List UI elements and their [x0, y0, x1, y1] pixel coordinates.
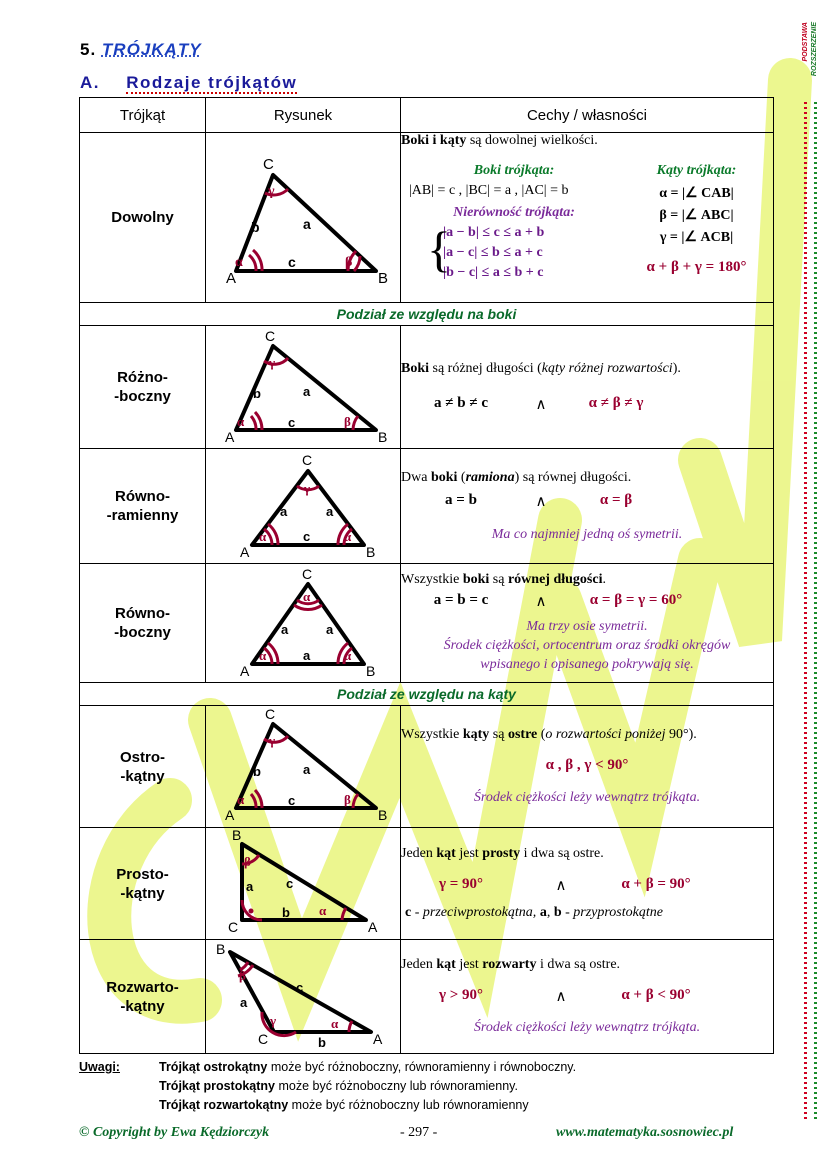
- angles-title: Kąty trójkąta:: [656, 163, 737, 178]
- subsection-title: Rodzaje trójkątów: [126, 73, 298, 92]
- vertex-a: A: [225, 429, 235, 445]
- angle-alpha-left: α: [259, 648, 267, 663]
- t1i: o rozwartości poniżej: [545, 727, 666, 742]
- angle-gamma: γ: [269, 355, 276, 370]
- side-a: a: [303, 384, 311, 399]
- formula-sides: a ≠ b ≠ c: [434, 394, 488, 411]
- t1d: ) są równej długości.: [514, 469, 632, 485]
- note-3-text: może być różnoboczny lub równoramienny: [288, 1098, 529, 1112]
- side-c: c: [286, 876, 294, 891]
- side-b: b: [251, 219, 260, 235]
- notes-label: Uwagi:: [79, 1060, 120, 1074]
- row-name-ostrokatny: [80, 706, 206, 828]
- vertex-c: C: [302, 452, 313, 468]
- and-symbol: ∧: [555, 989, 567, 1005]
- band-angles-row: [80, 683, 774, 706]
- name-line-2: -boczny: [114, 624, 171, 641]
- triangle-figure-right: [206, 828, 401, 939]
- side-a: a: [246, 879, 254, 894]
- properties-rozwartokatny: [401, 940, 774, 1054]
- t1b: kąt: [436, 957, 456, 972]
- angle-beta: β: [244, 854, 251, 869]
- side-a-left: a: [280, 504, 288, 519]
- note-1-text: może być różnoboczny, równoramienny i równoboczny.: [267, 1060, 577, 1074]
- t1f: 90°).: [665, 727, 697, 742]
- n-a: a: [539, 905, 547, 920]
- angle-alpha: α: [331, 1016, 339, 1031]
- t1d: prosty: [482, 846, 521, 861]
- name-line-2: -kątny: [120, 884, 165, 902]
- note-symmetry: Ma co najmniej jedną oś symetrii.: [491, 526, 683, 542]
- properties-ostrokatny: [401, 706, 774, 828]
- footer-website[interactable]: www.matematyka.sosnowiec.pl: [556, 1125, 734, 1140]
- col-header-properties: Cechy / własności: [401, 98, 774, 133]
- drawing-roznoboczny: [206, 326, 401, 449]
- formula-sides: a = b = c: [433, 592, 489, 608]
- subsection-letter: A.: [80, 73, 100, 92]
- t1: Jeden: [401, 957, 437, 972]
- t1: Jeden: [401, 846, 437, 861]
- triangle-figure-obtuse: [206, 940, 401, 1053]
- t1e: i dwa są ostre.: [520, 846, 604, 861]
- formula-angles: α , β , γ < 90°: [545, 757, 629, 773]
- intro-rest: są dowolnej wielkości.: [466, 133, 598, 148]
- note-line-2: [159, 1077, 679, 1096]
- angle-def-beta: β = |∠ ABC|: [659, 208, 734, 223]
- t1c: jest: [455, 846, 483, 861]
- name-line-1: Równo-: [115, 488, 170, 505]
- t1: Wszystkie: [401, 572, 463, 587]
- section-heading: [80, 40, 202, 60]
- vertex-c: C: [265, 328, 276, 344]
- footer-copyright: © Copyright by Ewa Kędziorczyk: [79, 1125, 270, 1140]
- n-1: - przeciwprostokątna,: [411, 905, 540, 920]
- row-rownoramienny: [80, 449, 774, 564]
- drawing-prostokatny: [206, 828, 401, 940]
- angle-gamma: γ: [304, 481, 311, 496]
- name-line-2: -ramienny: [106, 507, 179, 524]
- t1c: (: [457, 469, 466, 485]
- t1e: (: [537, 727, 546, 742]
- col-header-triangle: Trójkąt: [80, 98, 206, 133]
- vertex-b: B: [366, 544, 376, 560]
- t1: Dwa: [401, 469, 431, 485]
- n-2: ,: [546, 905, 554, 920]
- vertex-a: A: [225, 807, 235, 823]
- row-name-roznoboczny: [80, 326, 206, 449]
- row-name-dowolny: Dowolny: [80, 133, 206, 303]
- ineq-title: Nierówność trójkąta:: [453, 205, 575, 220]
- vertex-b: B: [378, 807, 388, 823]
- properties-rownoramienny: [401, 449, 774, 564]
- name-line-2: -kątny: [120, 767, 165, 785]
- properties-rownoboczny: [401, 564, 774, 683]
- t1d: rozwarty: [482, 957, 537, 972]
- row-name-rownoramienny: [80, 449, 206, 564]
- t1d: ostre: [507, 727, 538, 742]
- t-rest: są różnej długości (: [429, 360, 542, 376]
- properties-roznoboczny: [401, 326, 774, 449]
- n-b: b: [553, 905, 562, 920]
- angle-beta: β: [239, 968, 246, 983]
- side-b: b: [318, 1035, 326, 1050]
- formula-angles: α ≠ β ≠ γ: [588, 394, 644, 411]
- vertex-b: B: [378, 270, 389, 287]
- angle-alpha: α: [237, 414, 245, 429]
- angle-gamma: γ: [268, 184, 275, 199]
- ineq-1: |a − b| ≤ c ≤ a + b: [443, 225, 545, 240]
- angle-alpha-left: α: [259, 529, 267, 544]
- row-name-rozwartokatny: [80, 940, 206, 1054]
- name-line-2: -boczny: [114, 388, 171, 405]
- intro-bold: Boki i kąty: [401, 133, 467, 148]
- vertex-c: C: [265, 706, 276, 722]
- side-c: c: [296, 980, 304, 995]
- t1c: są: [489, 572, 508, 587]
- vertex-c: C: [302, 566, 313, 582]
- note-centroid: Środek ciężkości leży wewnątrz trójkąta.: [473, 1020, 701, 1035]
- side-a-left: a: [281, 622, 289, 637]
- angle-alpha: α: [235, 255, 243, 270]
- formula-angles: α = β: [599, 491, 633, 508]
- drawing-rozwartokatny: [206, 940, 401, 1054]
- t1e: i dwa są ostre.: [536, 957, 621, 972]
- row-rozwartokatny: [80, 940, 774, 1054]
- side-a-base: a: [303, 648, 311, 663]
- level-dots-extended: [814, 102, 817, 1122]
- side-c: c: [303, 529, 311, 544]
- side-a: a: [240, 995, 248, 1010]
- level-label-extended: ROZSZERZENIE: [811, 22, 818, 77]
- and-symbol: ∧: [535, 594, 547, 610]
- name-line-2: -kątny: [120, 997, 165, 1015]
- t1b: boki: [430, 469, 458, 485]
- side-level-labels: [800, 22, 826, 1102]
- angle-sum: α + β + γ = 180°: [646, 259, 747, 275]
- t-bold: Boki: [401, 360, 430, 376]
- name-line-1: Rozwarto-: [106, 978, 179, 996]
- note-centers-2: wpisanego i opisanego pokrywają się.: [480, 657, 694, 672]
- side-b: b: [253, 386, 261, 401]
- section-title: TRÓJKĄTY: [101, 40, 202, 59]
- n-3: - przyprostokątne: [561, 905, 663, 920]
- triangle-figure-isosceles: [206, 449, 401, 563]
- row-roznoboczny: [80, 326, 774, 449]
- vertex-c: C: [228, 919, 239, 935]
- formula-acute-sum: α + β < 90°: [621, 987, 691, 1003]
- side-a: a: [303, 216, 311, 232]
- and-symbol: ∧: [535, 396, 547, 413]
- and-symbol: ∧: [535, 493, 547, 510]
- t1b: kąt: [436, 846, 456, 861]
- side-b: b: [253, 764, 261, 779]
- subsection-heading: [80, 73, 297, 93]
- table-header-row: [80, 98, 774, 133]
- band-sides: Podział ze względu na boki: [80, 303, 774, 326]
- formula-sides: a = b: [445, 491, 477, 508]
- note-1-bold: Trójkąt ostrokątny: [159, 1060, 268, 1074]
- t1b: boki: [462, 572, 490, 587]
- vertex-b: B: [378, 429, 388, 445]
- triangle-figure-equilateral: [206, 564, 401, 682]
- side-a: a: [303, 762, 311, 777]
- t1c: są: [489, 727, 508, 742]
- formula-acute-sum: α + β = 90°: [621, 876, 691, 892]
- brace-icon: {: [427, 221, 451, 277]
- angle-alpha-right: α: [344, 529, 352, 544]
- angle-alpha-right: α: [344, 648, 352, 663]
- row-name-prostokatny: [80, 828, 206, 940]
- properties-prostokatny: [401, 828, 774, 940]
- angle-alpha: α: [237, 792, 245, 807]
- note-2-text: może być różnoboczny lub równoramienny.: [275, 1079, 518, 1093]
- t1e: .: [602, 572, 606, 587]
- triangle-figure-acute: [206, 706, 401, 827]
- angle-def-gamma: γ = |∠ ACB|: [659, 230, 734, 245]
- note-centers-1: Środek ciężkości, ortocentrum oraz środki okręgów: [443, 638, 731, 653]
- vertex-b: B: [232, 828, 242, 843]
- sides-equation: |AB| = c , |BC| = a , |AC| = b: [409, 183, 569, 198]
- t1c: jest: [455, 957, 483, 972]
- side-c: c: [288, 793, 296, 808]
- note-3-bold: Trójkąt rozwartokątny: [159, 1098, 289, 1112]
- ineq-3: |b − c| ≤ a ≤ b + c: [443, 265, 544, 280]
- angle-gamma: γ: [270, 1013, 277, 1028]
- note-centroid: Środek ciężkości leży wewnątrz trójkąta.: [473, 790, 701, 805]
- note-line-3: [159, 1096, 679, 1115]
- vertex-a: A: [368, 919, 378, 935]
- name-line-1: Prosto-: [116, 865, 169, 883]
- note-2-bold: Trójkąt prostokątny: [159, 1079, 275, 1093]
- col-header-drawing: Rysunek: [206, 98, 401, 133]
- side-a-right: a: [326, 504, 334, 519]
- t1: Wszystkie: [401, 727, 463, 742]
- n-c: c: [405, 905, 412, 920]
- vertex-b: B: [366, 663, 376, 679]
- level-dots-basic: [804, 102, 807, 1122]
- vertex-a: A: [240, 663, 250, 679]
- vertex-a: A: [226, 270, 237, 287]
- drawing-dowolny: [206, 133, 401, 303]
- footer-page-number: - 297 -: [400, 1125, 438, 1140]
- vertex-a: A: [373, 1031, 383, 1047]
- formula-angles: α = β = γ = 60°: [589, 592, 683, 608]
- level-label-basic: PODSTAWA: [802, 22, 809, 62]
- band-angles: Podział ze względu na kąty: [80, 683, 774, 706]
- angle-alpha-top: α: [303, 589, 311, 604]
- and-symbol: ∧: [555, 878, 567, 894]
- side-b: b: [282, 905, 290, 920]
- t-italic: kąty różnej rozwartości: [541, 360, 673, 376]
- t1b: kąty: [462, 727, 490, 742]
- drawing-rownoramienny: [206, 449, 401, 564]
- properties-dowolny: [401, 133, 774, 303]
- angle-alpha: α: [319, 903, 327, 918]
- angle-beta: β: [345, 255, 353, 270]
- t1i: ramiona: [465, 469, 515, 485]
- row-dowolny: [80, 133, 774, 303]
- vertex-a: A: [240, 544, 250, 560]
- name-line-1: Ostro-: [120, 748, 165, 766]
- band-sides-row: [80, 303, 774, 326]
- row-name-rownoboczny: [80, 564, 206, 683]
- t-end: ).: [672, 360, 681, 376]
- triangle-figure-general: [206, 133, 401, 302]
- vertex-c: C: [263, 156, 274, 173]
- side-c: c: [288, 415, 296, 430]
- side-a-right: a: [326, 622, 334, 637]
- row-rownoboczny: [80, 564, 774, 683]
- angle-gamma: γ: [269, 733, 276, 748]
- angle-beta: β: [344, 792, 351, 807]
- t1d: równej długości: [507, 572, 603, 587]
- triangle-figure-scalene: [206, 326, 401, 448]
- drawing-ostrokatny: [206, 706, 401, 828]
- formula-obtuse: γ > 90°: [438, 987, 484, 1003]
- vertex-b: B: [216, 941, 226, 957]
- note-line-1: [159, 1058, 679, 1077]
- name-line-1: Różno-: [117, 369, 168, 386]
- vertex-c: C: [258, 1031, 269, 1047]
- row-ostrokatny: [80, 706, 774, 828]
- ineq-2: |a − c| ≤ b ≤ a + c: [443, 245, 543, 260]
- note-axes: Ma trzy osie symetrii.: [526, 619, 648, 634]
- triangle-types-table: [79, 97, 774, 1054]
- section-number: 5.: [80, 40, 97, 59]
- row-prostokatny: [80, 828, 774, 940]
- sides-title: Boki trójkąta:: [473, 163, 555, 178]
- drawing-rownoboczny: [206, 564, 401, 683]
- name-line-1: Równo-: [115, 605, 170, 622]
- angle-beta: β: [344, 414, 351, 429]
- angle-def-alpha: α = |∠ CAB|: [659, 186, 734, 201]
- side-c: c: [288, 254, 296, 270]
- formula-right-angle: γ = 90°: [438, 876, 484, 892]
